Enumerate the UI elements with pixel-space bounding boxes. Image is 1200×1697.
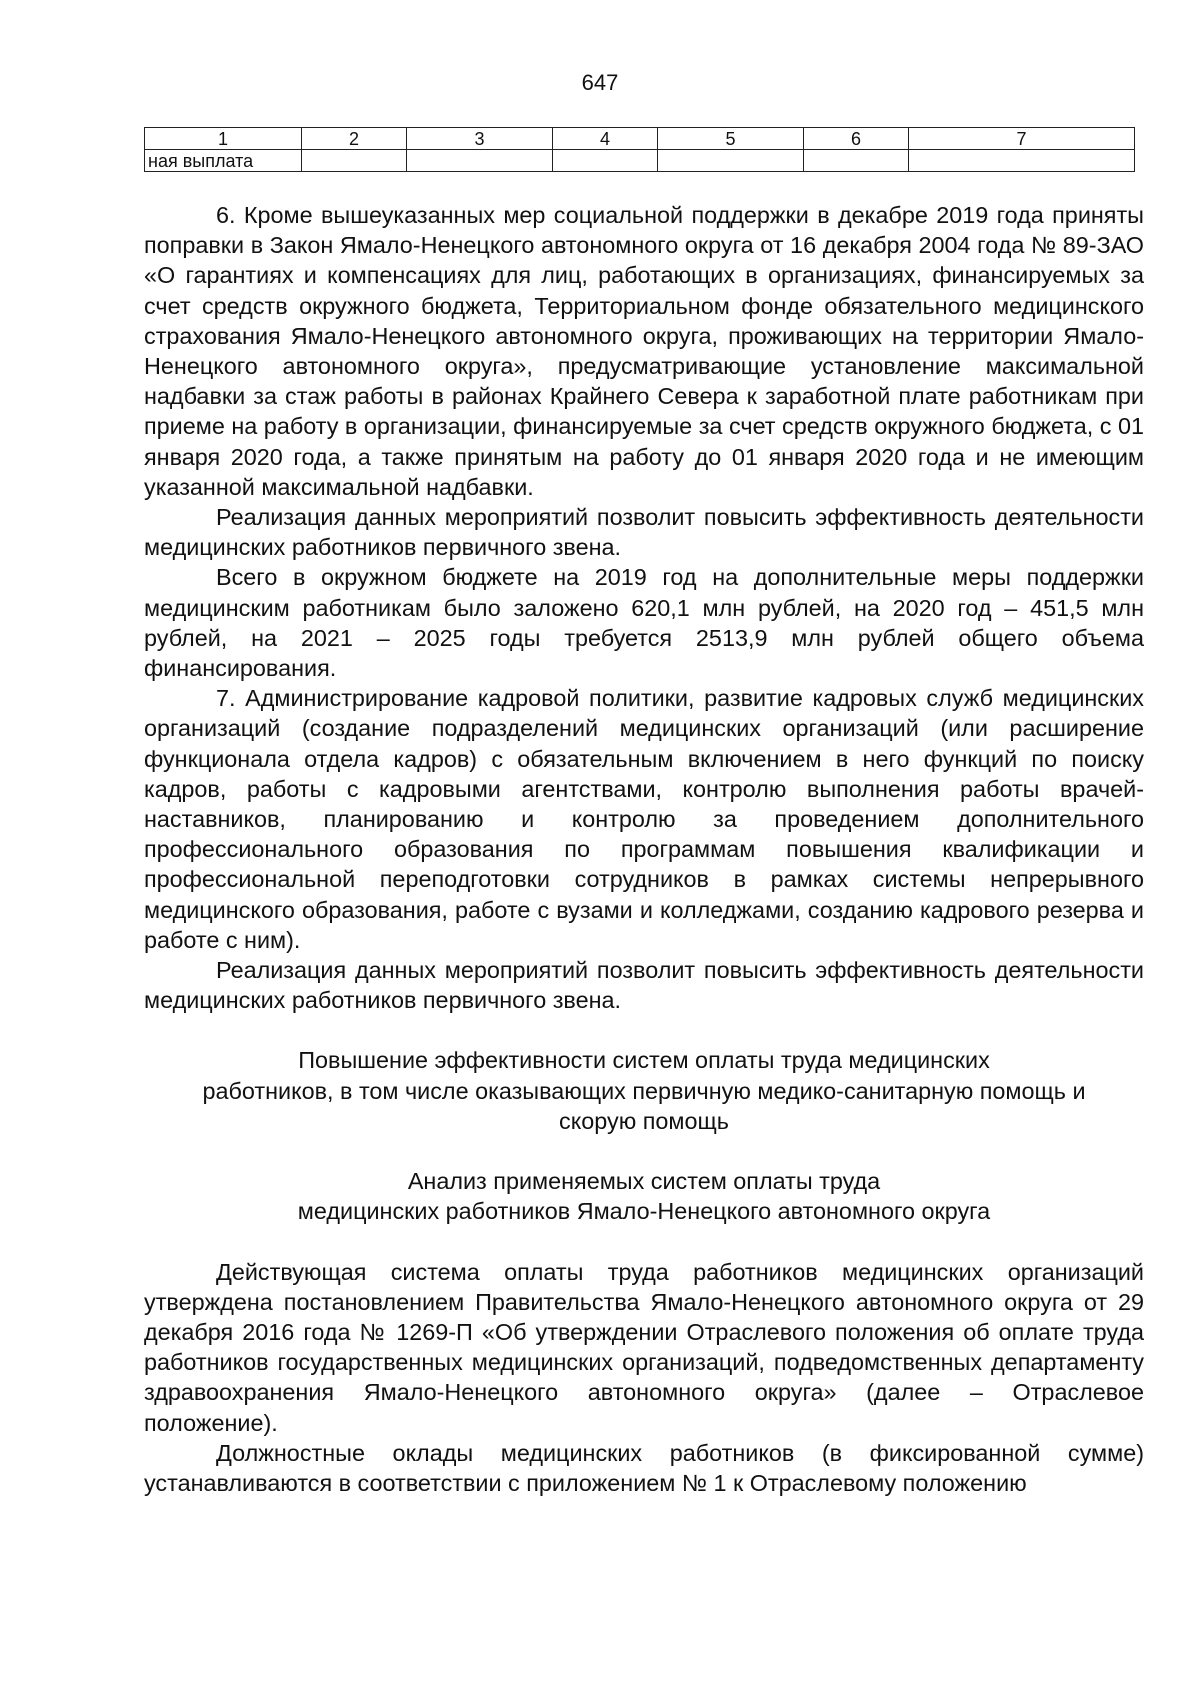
table-row: [145, 150, 1135, 172]
paragraph: Реализация данных мероприятий позволит повысить эффективность деятельности медицинских работников первичного звена.: [144, 504, 1144, 561]
table-cell: ная выплата: [145, 150, 302, 172]
spacer: [144, 1015, 1144, 1045]
table-header-cell: 2: [302, 128, 407, 150]
table-header-cell: 3: [407, 128, 553, 150]
subsection-heading: [144, 1166, 1144, 1226]
document-body: [144, 200, 1144, 1498]
table-header-cell: 7: [909, 128, 1135, 150]
paragraph: Всего в окружном бюджете на 2019 год на дополнительные меры поддержки медицинским работникам было заложено 620,1 млн рублей, на 2020 год – 451,5 млн рублей, на 2021 – 2025 годы требуется 2513,9 млн рублей общего объема финансирования.: [144, 564, 1144, 682]
paragraph: 6. Кроме вышеуказанных мер социальной поддержки в декабре 2019 года приняты поправки в Закон Ямало-Ненецкого автономного округа от 16 декабря 2004 года № 89-ЗАО «О гарантиях и компенсациях для лиц, работающих в организациях, финансируемых за счет средств окружного бюджета, Территориальном фонде обязательного медицинского страхования Ямало-Ненецкого автономного округа, проживающих на территории Ямало-Ненецкого автономного округа», предусматривающие установление максимальной надбавки за стаж работы в районах Крайнего Севера к заработной плате работникам при приеме на работу в организации, финансируемые за счет средств окружного бюджета, с 01 января 2020 года, а также принятым на работу до 01 января 2020 года и не имеющим указанной максимальной надбавки.: [144, 202, 1144, 500]
table-cell: [909, 150, 1135, 172]
table-header-cell: 1: [145, 128, 302, 150]
section-heading-line: работников, в том числе оказывающих первичную медико-санитарную помощь и: [202, 1077, 1086, 1104]
table-cell: [804, 150, 909, 172]
paragraph: Должностные оклады медицинских работников (в фиксированной сумме) устанавливаются в соответствии с приложением № 1 к Отраслевому положению: [144, 1439, 1144, 1496]
table-cell: [553, 150, 658, 172]
paragraph: 7. Администрирование кадровой политики, развитие кадровых служб медицинских организаций (создание подразделений медицинских организаций (или расширение функционала отдела кадров) с обязательным включением в него функций по поиску кадров, работы с кадровыми агентствами, контролю выполнения работы врачей-наставников, планированию и контролю за проведением дополнительного профессионального образования по программам повышения квалификации и профессиональной переподготовки сотрудников в рамках системы непрерывного медицинского образования, работе с вузами и колледжами, созданию кадрового резерва и работе с ним).: [144, 685, 1144, 953]
section-heading-line: Повышение эффективности систем оплаты труда медицинских: [298, 1047, 990, 1074]
spacer: [144, 1136, 1144, 1166]
subsection-heading-line: Анализ применяемых систем оплаты труда: [407, 1168, 881, 1195]
table-cell: [658, 150, 804, 172]
paragraph: Действующая система оплаты труда работников медицинских организаций утверждена постановлением Правительства Ямало-Ненецкого автономного округа от 29 декабря 2016 года № 1269-П «Об утверждении Отраслевого положения об оплате труда работников государственных медицинских организаций, подведомственных департаменту здравоохранения Ямало-Ненецкого автономного округа» (далее – Отраслевое положение).: [144, 1258, 1144, 1436]
paragraph: Реализация данных мероприятий позволит повысить эффективность деятельности медицинских работников первичного звена.: [144, 957, 1144, 1014]
table-header-row: [145, 128, 1135, 150]
table-cell: [407, 150, 553, 172]
continuation-table: [144, 127, 1135, 172]
table-header-cell: 5: [658, 128, 804, 150]
table-cell: [302, 150, 407, 172]
table-header-cell: 6: [804, 128, 909, 150]
table-header-cell: 4: [553, 128, 658, 150]
spacer: [144, 1227, 1144, 1257]
subsection-heading-line: медицинских работников Ямало-Ненецкого автономного округа: [297, 1198, 991, 1225]
page-number: 647: [581, 70, 619, 95]
section-heading: [144, 1045, 1144, 1136]
section-heading-line: скорую помощь: [559, 1107, 729, 1134]
